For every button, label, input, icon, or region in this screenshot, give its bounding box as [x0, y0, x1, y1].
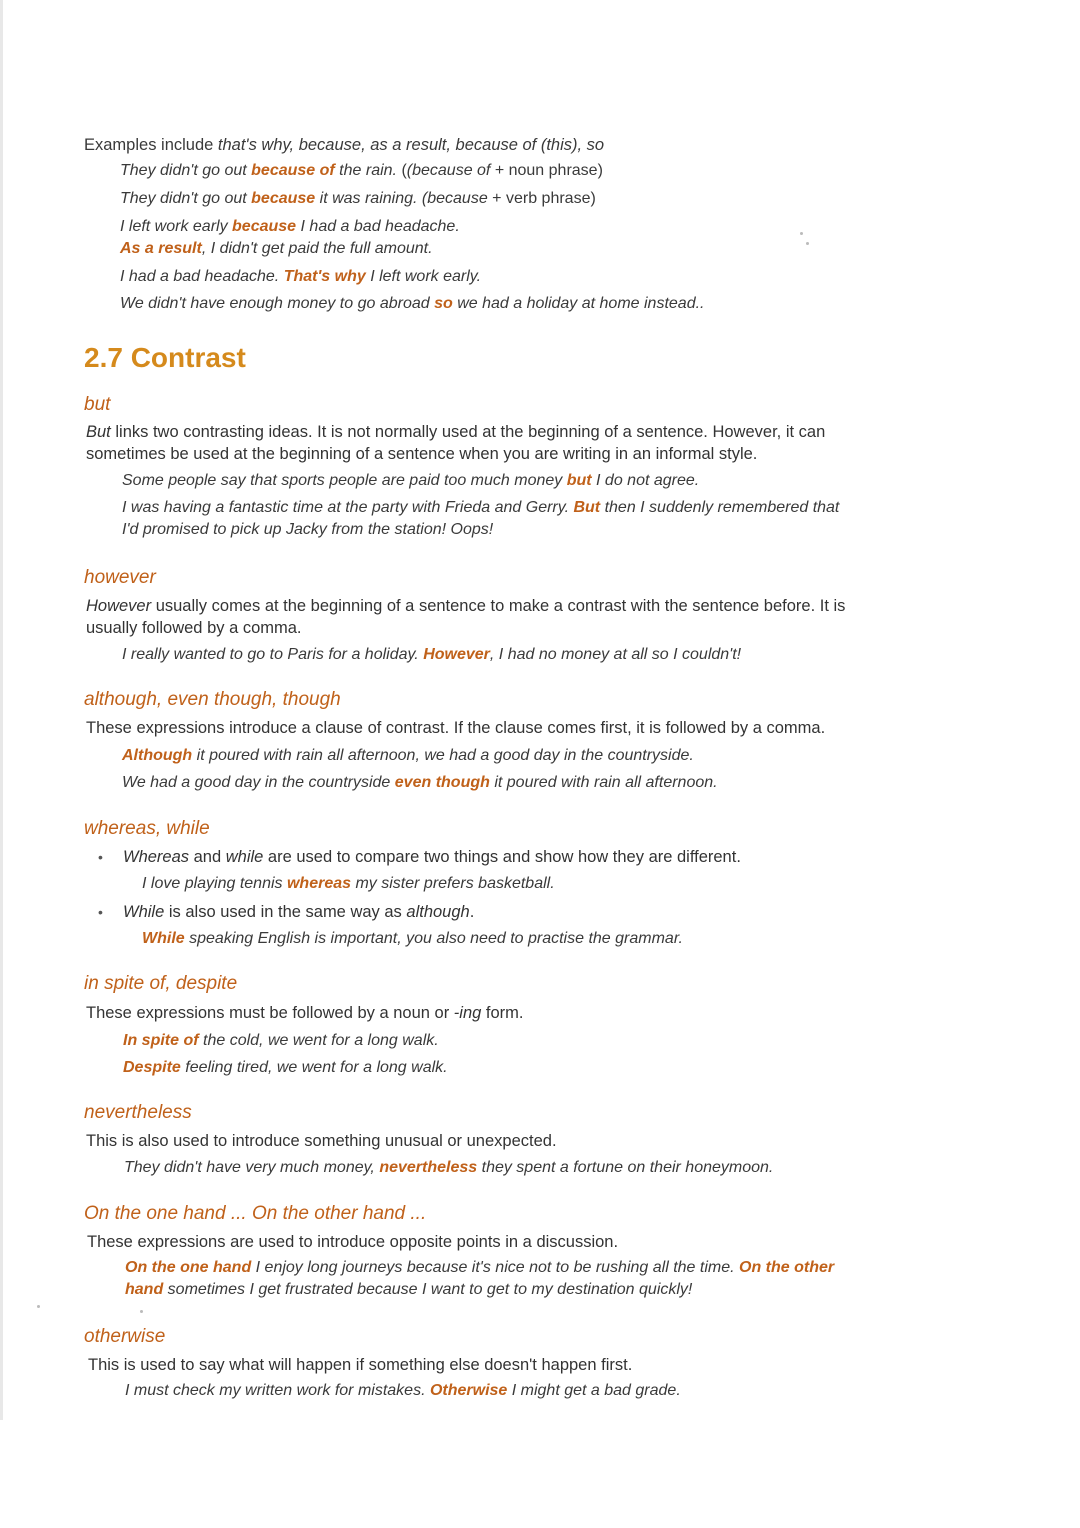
- scan-speck: [800, 232, 803, 235]
- highlight-term: That's why: [283, 268, 366, 285]
- example-sentence: In spite of the cold, we went for a long walk.: [123, 1032, 439, 1049]
- example-sentence: As a result, I didn't get paid the full amount.: [120, 240, 433, 257]
- highlight-term: but: [566, 472, 592, 489]
- intro-examples-list: that's why, because, as a result, because of (this), so: [217, 136, 605, 154]
- scan-speck: [806, 242, 809, 245]
- bullet-text: Whereas and while are used to compare two things and show how they are different.: [123, 848, 741, 866]
- example-sentence: Although it poured with rain all afternoon, we had a good day in the countryside.: [122, 747, 694, 764]
- highlight-term: because: [232, 218, 297, 235]
- subheading-although: although, even though, though: [84, 689, 341, 710]
- example-sentence: While speaking English is important, you also need to practise the grammar.: [142, 930, 683, 947]
- highlight-term: nevertheless: [379, 1159, 478, 1176]
- intro-text: Examples include: [84, 136, 218, 154]
- example-sentence: I really wanted to go to Paris for a holiday. However, I had no money at all so I couldn't!: [122, 646, 742, 663]
- subheading-but: but: [84, 394, 111, 415]
- highlight-term: because: [251, 190, 316, 207]
- example-sentence: They didn't go out because of the rain. ((because of + noun phrase): [120, 162, 603, 179]
- page-spine-shadow: [0, 0, 3, 1420]
- body-paragraph: These expressions introduce a clause of contrast. If the clause comes first, it is followed by a comma.: [86, 719, 826, 737]
- subheading-whereas: whereas, while: [84, 818, 210, 839]
- highlight-term: In spite of: [123, 1032, 199, 1049]
- body-paragraph: This is also used to introduce something unusual or unexpected.: [86, 1132, 557, 1150]
- highlight-term: Although: [122, 747, 193, 764]
- highlight-term: But: [573, 499, 601, 516]
- example-sentence: We didn't have enough money to go abroad so we had a holiday at home instead..: [120, 295, 705, 312]
- example-sentence: They didn't go out because it was raining. (because + verb phrase): [120, 190, 596, 207]
- scan-speck: [37, 1305, 40, 1308]
- highlight-term: As a result: [120, 240, 202, 257]
- bullet-dot: •: [98, 904, 103, 920]
- body-paragraph: This is used to say what will happen if something else doesn't happen first.: [88, 1356, 633, 1374]
- example-sentence: I had a bad headache. That's why I left work early.: [120, 268, 482, 285]
- body-paragraph: These expressions are used to introduce opposite points in a discussion.: [87, 1233, 619, 1251]
- highlight-term: Otherwise: [429, 1382, 508, 1399]
- highlight-term: On the one hand: [125, 1259, 252, 1276]
- highlight-term: However: [423, 646, 490, 663]
- highlight-term: even though: [394, 774, 490, 791]
- subheading-otherwise: otherwise: [84, 1326, 166, 1347]
- highlight-term: Despite: [123, 1059, 181, 1076]
- example-sentence: On the one hand I enjoy long journeys because it's nice not to be rushing all the time. On the other hand sometimes I get frustrated because I want to get to my destination quickly!: [125, 1259, 835, 1298]
- body-paragraph: However usually comes at the beginning of a sentence to make a contrast with the sentence before. It is usually followed by a comma.: [86, 597, 846, 637]
- body-paragraph: These expressions must be followed by a noun or -ing form.: [86, 1004, 524, 1022]
- example-sentence: Some people say that sports people are paid too much money but I do not agree.: [122, 472, 700, 489]
- example-sentence: I must check my written work for mistakes. Otherwise I might get a bad grade.: [125, 1382, 681, 1399]
- section-title: 2.7 Contrast: [84, 342, 246, 373]
- subheading-on-the-one-hand: On the one hand ... On the other hand ...: [84, 1203, 427, 1224]
- example-sentence: They didn't have very much money, nevertheless they spent a fortune on their honeymoon.: [124, 1159, 774, 1176]
- bullet-dot: •: [98, 849, 103, 865]
- scan-speck: [140, 1310, 143, 1313]
- example-sentence: I was having a fantastic time at the party with Frieda and Gerry. But then I suddenly remembered that I'd promised to pick up Jacky from the station! Oops!: [122, 499, 840, 538]
- grammar-note: (because of: [406, 162, 491, 179]
- example-sentence: We had a good day in the countryside even though it poured with rain all afternoon.: [122, 774, 718, 791]
- example-sentence: Despite feeling tired, we went for a long walk.: [123, 1059, 448, 1076]
- highlight-term: because of: [251, 162, 335, 179]
- highlight-term: whereas: [286, 875, 352, 892]
- example-sentence: I left work early because I had a bad headache.: [120, 218, 460, 235]
- subheading-nevertheless: nevertheless: [84, 1102, 192, 1123]
- intro-line: [84, 135, 604, 156]
- highlight-term: so: [434, 295, 453, 312]
- example-sentence: I love playing tennis whereas my sister prefers basketball.: [142, 875, 555, 892]
- bullet-text: While is also used in the same way as although.: [123, 903, 475, 921]
- subheading-in-spite-of: in spite of, despite: [84, 973, 238, 994]
- body-paragraph: But links two contrasting ideas. It is not normally used at the beginning of a sentence. However, it can sometimes be used at the beginning of a sentence when you are writing in an informal style.: [86, 423, 826, 463]
- highlight-term: On the other hand: [125, 1259, 835, 1298]
- subheading-however: however: [84, 567, 156, 588]
- highlight-term: While: [142, 930, 185, 947]
- grammar-note: (because: [421, 190, 488, 207]
